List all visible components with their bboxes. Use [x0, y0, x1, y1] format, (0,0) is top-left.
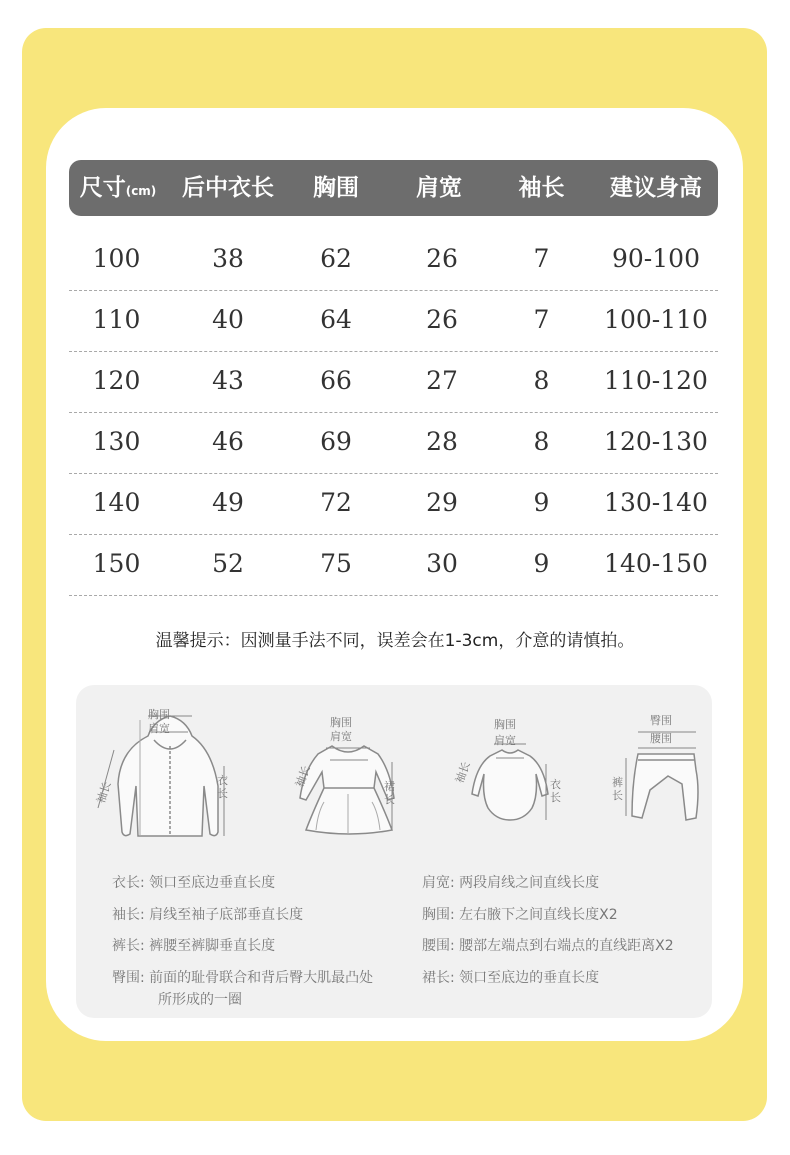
romper-chest-label: 胸围: [494, 718, 516, 731]
dress-chest-label: 胸围: [330, 716, 352, 729]
cell-shoulder: 30: [426, 549, 458, 578]
cell-chest: 66: [320, 366, 352, 395]
dress-length-label: 裙长: [384, 780, 395, 806]
pants-figure: [604, 712, 704, 832]
cell-height: 90-100: [612, 244, 700, 273]
cell-shoulder: 26: [426, 305, 458, 334]
def-chest: 胸围: 左右腋下之间直线长度X2: [422, 907, 618, 923]
cell-size: 150: [92, 549, 141, 578]
dress-sleeve-label: 袖长: [293, 763, 313, 790]
cell-length: 43: [212, 366, 244, 395]
header-sleeve: 袖长: [518, 175, 565, 201]
cell-length: 52: [212, 549, 244, 578]
cell-chest: 69: [320, 427, 352, 456]
def-skirt-length: 裙长: 领口至底边的垂直长度: [422, 970, 600, 986]
pants-waist-label: 腰围: [650, 732, 672, 745]
table-row: [69, 474, 718, 535]
cell-size: 120: [92, 366, 141, 395]
jacket-figure: [90, 706, 240, 846]
header-length: 后中衣长: [182, 175, 274, 201]
table-header: [69, 160, 718, 216]
cell-length: 46: [212, 427, 244, 456]
def-pants-length: 裤长: 裤腰至裤脚垂直长度: [112, 938, 276, 954]
cell-sleeve: 9: [533, 488, 550, 517]
cell-length: 49: [212, 488, 244, 517]
cell-sleeve: 9: [533, 549, 550, 578]
tip-text: 温馨提示：因测量手法不同，误差会在1-3cm，介意的请慎拍。: [155, 631, 635, 651]
cell-size: 130: [92, 427, 141, 456]
cell-height: 110-120: [604, 366, 708, 395]
def-shoulder: 肩宽: 两段肩线之间直线长度: [422, 875, 600, 891]
cell-shoulder: 28: [426, 427, 458, 456]
cell-length: 38: [212, 244, 244, 273]
cell-chest: 75: [320, 549, 352, 578]
def-waist: 腰围: 腰部左端点到右端点的直线距离X2: [422, 938, 674, 954]
cell-size: 140: [92, 488, 141, 517]
romper-shoulder-label: 肩宽: [494, 734, 516, 747]
cell-sleeve: 7: [533, 244, 550, 273]
cell-sleeve: 8: [533, 427, 550, 456]
def-hip-cont: 所形成的一圈: [158, 992, 242, 1008]
cell-shoulder: 29: [426, 488, 458, 517]
cell-height: 140-150: [604, 549, 708, 578]
def-sleeve: 袖长: 肩线至袖子底部垂直长度: [112, 907, 304, 923]
cell-chest: 64: [320, 305, 352, 334]
cell-size: 110: [92, 305, 141, 334]
pants-length-label: 裤长: [612, 776, 623, 802]
dress-figure: [290, 712, 410, 842]
jacket-shoulder-label: 肩宽: [148, 722, 170, 735]
jacket-length-label: 衣长: [217, 774, 228, 800]
cell-sleeve: 8: [533, 366, 550, 395]
table-row: [69, 535, 718, 596]
romper-figure: [450, 716, 570, 826]
table-row: [69, 230, 718, 291]
row-divider: [69, 595, 718, 596]
cell-size: 100: [92, 244, 141, 273]
jacket-sleeve-label: 袖长: [94, 780, 114, 805]
cell-height: 130-140: [604, 488, 708, 517]
cell-length: 40: [212, 305, 244, 334]
romper-length-label: 衣长: [550, 778, 561, 804]
cell-shoulder: 27: [426, 366, 458, 395]
romper-sleeve-label: 袖长: [453, 759, 473, 786]
cell-shoulder: 26: [426, 244, 458, 273]
def-length: 衣长: 领口至底边垂直长度: [112, 875, 276, 891]
table-row: [69, 352, 718, 413]
cell-height: 100-110: [604, 305, 708, 334]
jacket-chest-label: 胸围: [148, 708, 170, 721]
table-row: [69, 413, 718, 474]
header-chest: 胸围: [313, 175, 359, 201]
cell-sleeve: 7: [533, 305, 550, 334]
pants-hip-label: 臀围: [650, 714, 672, 727]
cell-chest: 62: [320, 244, 352, 273]
header-height: 建议身高: [610, 175, 702, 201]
header-size: 尺寸(cm): [79, 175, 157, 201]
header-shoulder: 肩宽: [416, 175, 462, 201]
table-row: [69, 291, 718, 352]
cell-height: 120-130: [604, 427, 708, 456]
dress-shoulder-label: 肩宽: [330, 730, 352, 743]
cell-chest: 72: [320, 488, 352, 517]
def-hip: 臀围: 前面的耻骨联合和背后臀大肌最凸处: [112, 970, 374, 986]
